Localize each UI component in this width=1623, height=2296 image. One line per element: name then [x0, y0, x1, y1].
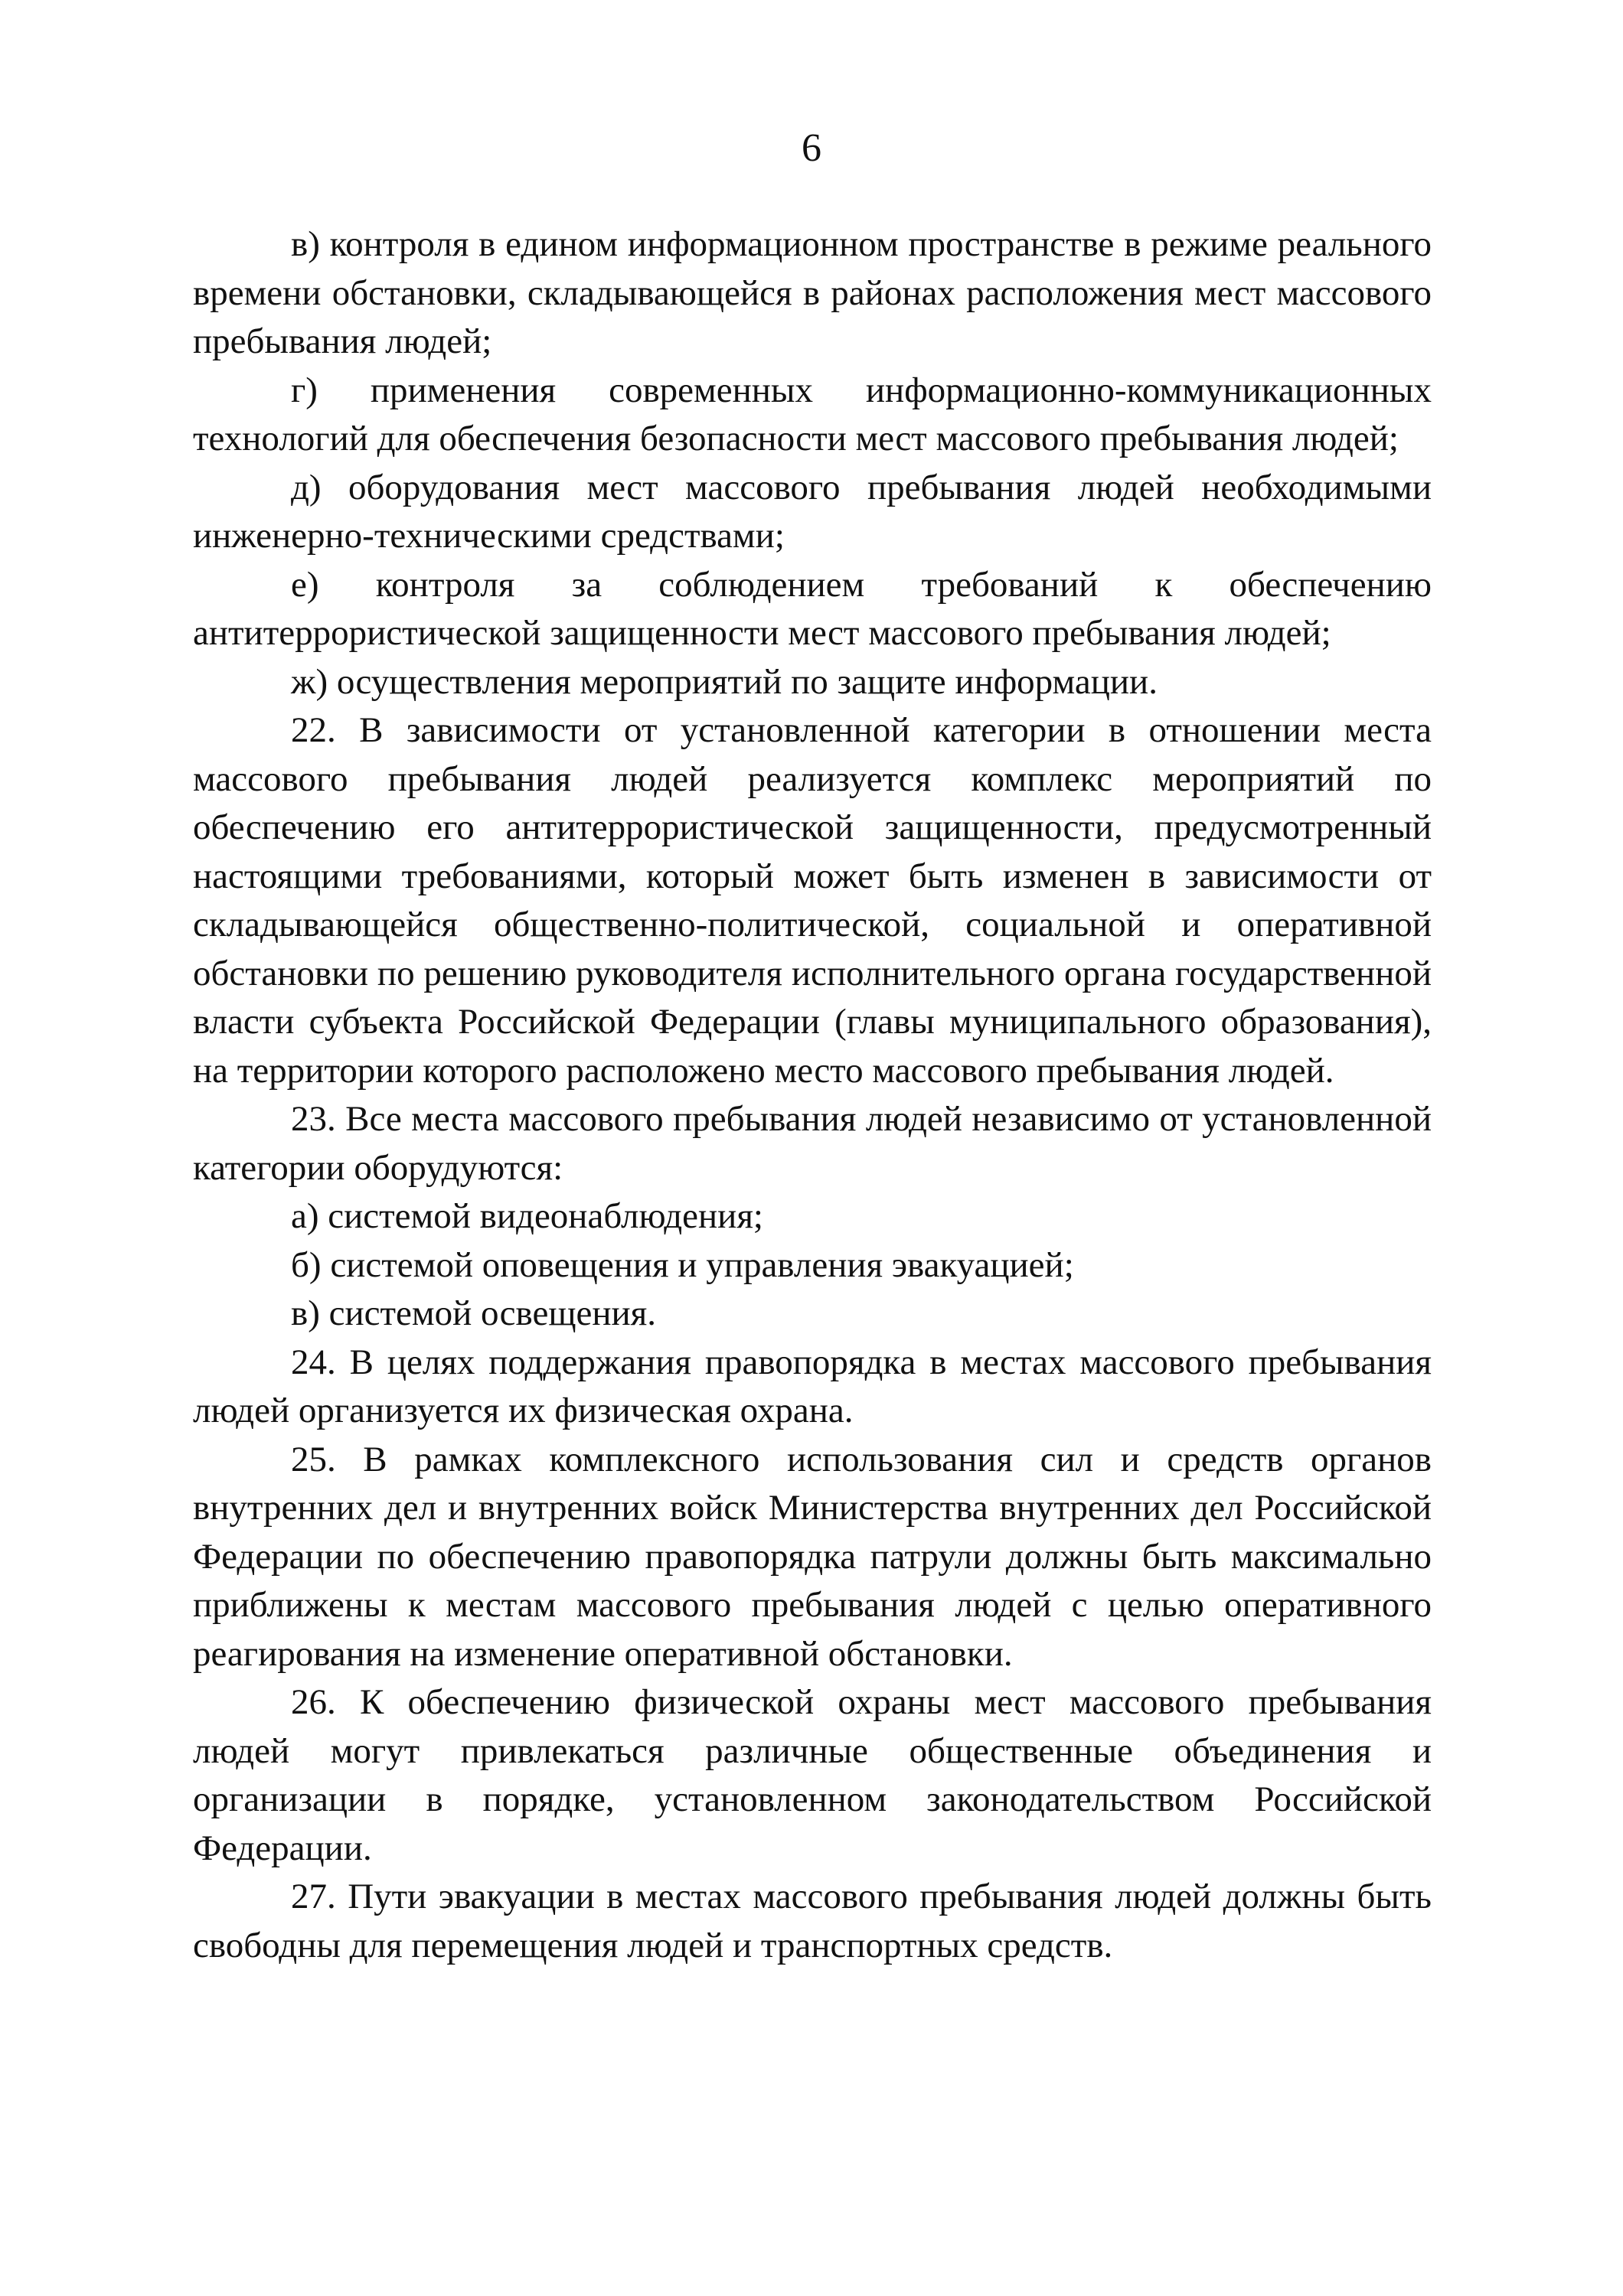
paragraph-25: 25. В рамках комплексного использования сил и средств органов внутренних дел и внутренних войск Министерства внутренних дел Российской Федерации по обеспечению правопорядка патрули должны быть максимально приближены к местам массового пребывания людей с целью оперативного реагирования на изменение оперативной обстановки. — [193, 1439, 1432, 1674]
paragraph-23-item-a: а) системой видеонаблюдения; — [291, 1196, 763, 1236]
paragraph-item-g: г) применения современных информационно-коммуникационных технологий для обеспечения безопасности мест массового пребывания людей; — [193, 370, 1432, 458]
paragraph-item-zh: ж) осуществления мероприятий по защите информации. — [291, 661, 1158, 702]
paragraph-23-item-v: в) системой освещения. — [291, 1293, 657, 1333]
page-number: 6 — [802, 126, 821, 170]
paragraph-item-d: д) оборудования мест массового пребывания людей необходимыми инженерно-техническими средствами; — [193, 467, 1432, 556]
paragraph-27: 27. Пути эвакуации в местах массового пребывания людей должны быть свободны для перемещения людей и транспортных средств. — [193, 1877, 1432, 1965]
paragraph-23-item-b: б) системой оповещения и управления эвакуацией; — [291, 1244, 1074, 1285]
paragraph-24: 24. В целях поддержания правопорядка в местах массового пребывания людей организуется их физическая охрана. — [193, 1342, 1432, 1430]
paragraph-22: 22. В зависимости от установленной категории в отношении места массового пребывания людей реализуется комплекс мероприятий по обеспечению его антитеррористической защищенности, предусмотренный настоящими требованиями, который может быть изменен в зависимости от складывающейся общественно-политической, социальной и оперативной обстановки по решению руководителя исполнительного органа государственной власти субъекта Российской Федерации (главы муниципального образования), на территории которого расположено место массового пребывания людей. — [193, 710, 1432, 1091]
document-body — [193, 220, 1432, 1970]
paragraph-26: 26. К обеспечению физической охраны мест массового пребывания людей могут привлекаться различные общественные объединения и организации в порядке, установленном законодательством Российской Федерации. — [193, 1682, 1432, 1868]
paragraph-item-e: е) контроля за соблюдением требований к обеспечению антитеррористической защищенности мест массового пребывания людей; — [193, 564, 1432, 653]
paragraph-23: 23. Все места массового пребывания людей независимо от установленной категории оборудуются: — [193, 1099, 1432, 1188]
paragraph-item-v: в) контроля в едином информационном пространстве в режиме реального времени обстановки, складывающейся в районах расположения мест массового пребывания людей; — [193, 224, 1432, 361]
